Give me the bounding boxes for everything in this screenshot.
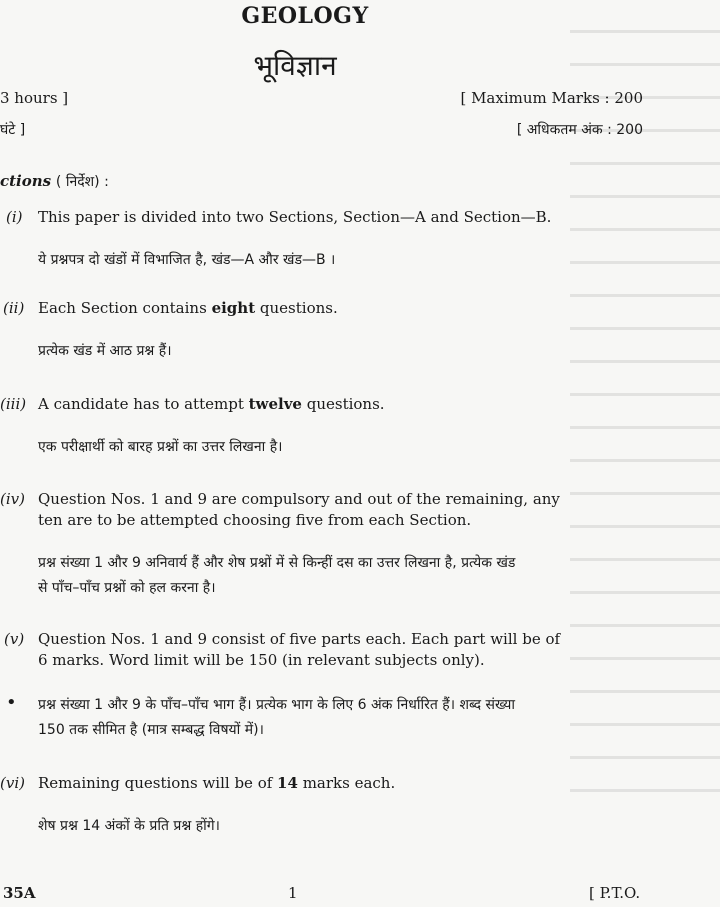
item-number: (v) xyxy=(4,630,25,648)
time-hi: घंटे ] xyxy=(0,122,26,138)
item-hi: शेष प्रश्न 14 अंकों के प्रति प्रश्न होंगे। xyxy=(38,818,220,834)
item-hi-line2: से पाँच–पाँच प्रश्नों को हल करना है। xyxy=(38,580,216,596)
item-hi-line1: प्रश्न संख्या 1 और 9 अनिवार्य हैं और शेष प्रश्नों में से किन्हीं दस का उत्तर लिखना है, प्रत्येक खंड xyxy=(38,555,516,571)
item-hi-line2: 150 तक सीमित है (मात्र सम्बद्ध विषयों में)। xyxy=(38,722,264,738)
bleed-through xyxy=(570,30,720,890)
item-en-line1: Question Nos. 1 and 9 are compulsory and out of the remaining, any xyxy=(38,490,560,508)
marks-en: [ Maximum Marks : 200 xyxy=(460,89,643,107)
item-number: (iii) xyxy=(0,395,27,413)
item-en-line1: Question Nos. 1 and 9 consist of five parts each. Each part will be of xyxy=(38,630,561,648)
item-number: (ii) xyxy=(3,299,25,317)
time-en: 3 hours ] xyxy=(0,89,69,107)
paper-title-hindi: भूविज्ञान xyxy=(253,49,337,82)
bullet: • xyxy=(6,692,17,713)
marks-hi: [ अधिकतम अंक : 200 xyxy=(516,122,643,138)
paper-code: 35A xyxy=(3,884,36,902)
item-hi-line1: प्रश्न संख्या 1 और 9 के पाँच–पाँच भाग हैं। प्रत्येक भाग के लिए 6 अंक निर्धारित हैं। शब्द संख्या xyxy=(38,697,515,713)
item-en: This paper is divided into two Sections, Section—A and Section—B. xyxy=(38,208,552,226)
item-en-line2: 6 marks. Word limit will be 150 (in relevant subjects only). xyxy=(38,651,485,669)
item-hi: ये प्रश्नपत्र दो खंडों में विभाजित है, खंड—A और खंड—B । xyxy=(38,252,336,268)
item-number: (iv) xyxy=(0,490,25,508)
page-number: 1 xyxy=(288,884,298,902)
instructions-heading: ctions ( निर्देश) : xyxy=(0,172,109,190)
item-en: Remaining questions will be of 14 marks each. xyxy=(38,774,396,792)
item-hi: प्रत्येक खंड में आठ प्रश्न हैं। xyxy=(38,343,172,359)
item-en: A candidate has to attempt twelve questions. xyxy=(38,395,385,413)
item-en-line2: ten are to be attempted choosing five from each Section. xyxy=(38,511,472,529)
item-number: (vi) xyxy=(0,774,25,792)
pto-label: [ P.T.O. xyxy=(589,884,641,902)
paper-title: GEOLOGY xyxy=(241,3,369,29)
item-hi: एक परीक्षार्थी को बारह प्रश्नों का उत्तर लिखना है। xyxy=(38,439,283,455)
item-number: (i) xyxy=(6,208,23,226)
item-en: Each Section contains eight questions. xyxy=(38,299,338,317)
